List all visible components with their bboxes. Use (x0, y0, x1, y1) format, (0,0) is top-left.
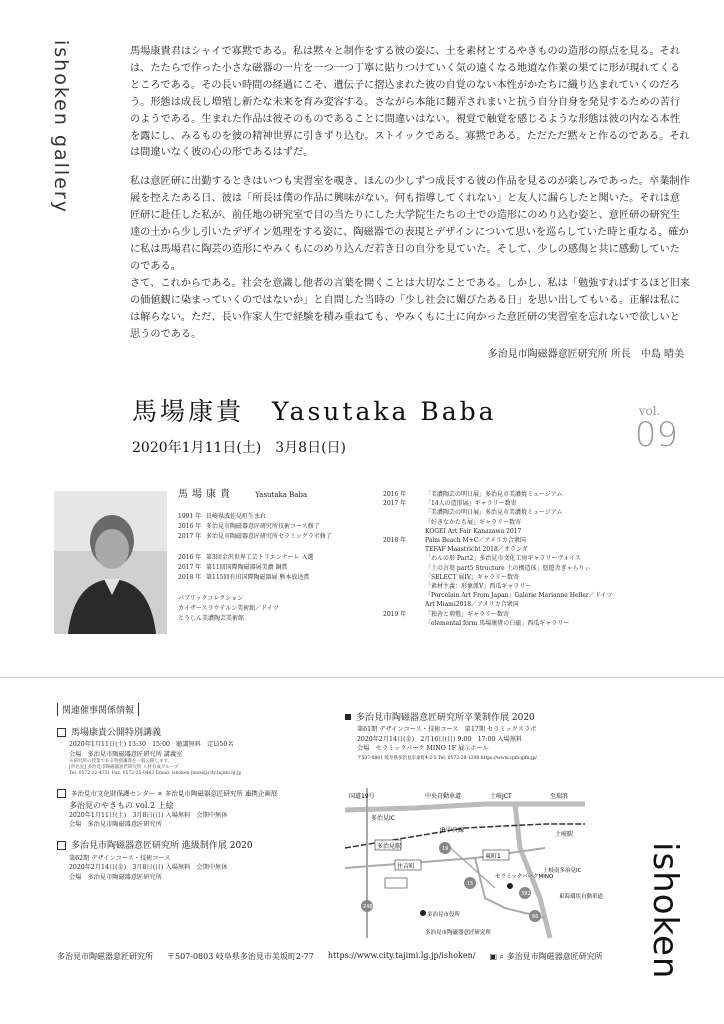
bio-year: 2017 年 (178, 564, 202, 571)
exhibit-row (383, 518, 683, 527)
footer-social (489, 951, 602, 962)
exhibit-year (383, 582, 425, 591)
event-progress-show (57, 841, 337, 882)
event-note: Tel. 0572-22-4731 Fax. 0572-25-0463 Email: ishoken-jinzai@city.tajimi.lg.jp (69, 771, 242, 777)
footer-org: 多治見市陶磁器意匠研究所 (57, 952, 153, 961)
venue-marker-icon (507, 883, 513, 889)
event-line: 2020年1月11日(土) 3月8日(日) 入場無料 会期中無休 (69, 811, 228, 819)
map-label: 国道19号 (349, 793, 375, 800)
checkbox-icon (57, 789, 66, 798)
collection-label: パブリックコレクション (178, 595, 244, 602)
event-title-text: 馬場康貴公開特別講義 (71, 728, 162, 738)
exhibit-text: 「美濃陶芸の明日展」多治見市美濃焼ミュージアム (425, 509, 563, 517)
event-title (57, 728, 337, 738)
volume-badge (634, 404, 678, 455)
exhibit-year (383, 591, 425, 600)
collection-item: とうしん美濃陶芸美術館 (178, 615, 245, 622)
exhibit-text: TEFAF Maastricht 2018／オランダ (425, 546, 528, 554)
exhibition-dates: 2020年1月11日(土) 3月8日(日) (132, 440, 347, 456)
facebook-icon: ▣ (489, 952, 497, 961)
exhibit-row (383, 573, 683, 582)
event-title (57, 841, 337, 851)
artist-title: 馬場康貴 Yasutaka Baba (132, 397, 497, 426)
exhibit-row (383, 490, 683, 499)
event-collab (57, 789, 337, 829)
map-label: 中央自動車道 (425, 793, 462, 800)
event-line: 2020年2月14日(金) 3月8日(日) 入場無料 会期中無休 (69, 864, 228, 872)
exhibit-row (383, 536, 683, 545)
exhibit-year (383, 518, 425, 527)
divider (0, 677, 724, 678)
exhibit-row (383, 499, 683, 508)
footer (57, 951, 697, 962)
exhibit-year (383, 600, 425, 609)
exhibit-row (383, 619, 683, 628)
side-label: ishoken gallery (50, 40, 72, 214)
essay-paragraph: 馬場康貴君はシャイで寡黙である。私は黙々と制作をする彼の姿に、土を素材とするやきものの造形の原点を見る。それは、たたらで作った小さな磁器の一片を一つ一つ丁寧に貼りつけていく気の遠くなる地道な作業の果てに形が現れてくるところである。その長い時間の経過にこそ、遺伝子に摺込まれた彼の自覚のない本性がかたちに織り込まれていくのだろう。形態は成長し増殖し新たな未来を育み変容する。さながら本能に翻弄されまいと抗う自分自身を発見するための苦行のようである。生まれた作品は彼そのものであることに間違いはない。視覚で触覚を感じるような形態は彼の内なる本性を露にし、みるものを彼の精神世界に引きずり込む。ストイックである。寡黙である。ただただ黙々と作るのである。それは間違いなく彼の心の形であるはずだ。 (130, 46, 690, 159)
event-note: [申込先] 多治見市陶磁器意匠研究所 人材育成グループ (69, 765, 179, 771)
bio-row (178, 573, 378, 583)
exhibit-year (383, 619, 425, 628)
exhibit-row (383, 564, 683, 573)
exhibit-text: 「素材主義：形象派V」西瓜ギャラリー (425, 583, 532, 591)
exhibition-history (383, 490, 683, 628)
bio-row (178, 563, 378, 573)
svg-text:19: 19 (442, 846, 449, 852)
bio-year: 2016 年 (178, 523, 202, 530)
map-label: 多治見IC (371, 815, 395, 822)
bio-history (178, 512, 378, 542)
bio-name-jp: 馬場康貴 (178, 489, 234, 500)
map-label: 土岐駅 (555, 831, 574, 838)
exhibit-year (383, 573, 425, 582)
exhibit-year: 2018 年 (383, 537, 407, 545)
exhibit-row (383, 554, 683, 563)
exhibit-text: 「Porcelain Art From Japan」Galerie Marianne Heller／ドイツ (425, 592, 613, 600)
essay-paragraph: 私は意匠研に出勤するときはいつも実習室を覗き、ほんの少しずつ成長する彼の作品を見るのが楽しみであった。卒業制作展を控えたある日、彼は「所長は僕の作品に興味がない。何も指導してくれない」と友人に漏らしたと聞いた。それは意匠研に赴任した私が、前任地の研究室で目の当たりにした大学院生たちの土での造形にのめり込む姿と、意匠研の研究生達の土から少し引いたデザイン処理をする姿に、陶磁器での表現とデザインについて思いを巡らしていた時と重なる。確かに私は馬場君に陶芸の造形にやみくもにのめり込んだ若き日の自分を見ていた。そして、少しの感傷と共に感動していたのである。 (130, 176, 690, 272)
footer-url[interactable]: https://www.city.tajimi.lg.jp/ishoken/ (327, 951, 476, 960)
event-line: 会場 多治見市陶磁器意匠研究所 (69, 873, 162, 881)
svg-text:392: 392 (521, 891, 531, 897)
event-line: 会場 多治見市陶磁器意匠研究所 講義室 (69, 750, 183, 758)
exhibit-text: 「美濃陶芸の明日展」多治見市美濃焼ミュージアム (425, 491, 563, 498)
exhibit-row (383, 527, 683, 536)
exhibit-text: 「elemental form 馬場康貴の白磁」西瓜ギャラリー (425, 619, 570, 627)
bio-text: 第11回国際陶磁器展美濃 銅賞 (206, 564, 288, 571)
essay (130, 44, 690, 355)
event-line: 会場 多治見市陶磁器意匠研究所 (69, 820, 162, 828)
exhibit-text: 「土の言葉 part5 Structure 土の構造体」悠遊舎ぎゃらりぃ (425, 564, 591, 572)
event-title-text: 多治見市陶磁器意匠研究所卒業制作展 2020 (356, 713, 535, 723)
bio-row (178, 522, 378, 532)
volume-label: vol. (638, 404, 661, 418)
related-events (57, 728, 337, 894)
bio-text: 第115回有田国際陶磁器展 熊本放送賞 (206, 574, 310, 581)
portrait-image (54, 491, 167, 634)
event-title (57, 789, 337, 799)
exhibit-row (383, 545, 683, 554)
bio-name-en: Yasutaka Baba (255, 491, 308, 499)
bio-year: 2016 年 (178, 554, 202, 561)
bio-row (178, 512, 378, 522)
exhibit-year: 2019 年 (383, 610, 407, 618)
volume-number: 09 (634, 415, 678, 455)
map-label: 至瑞浪 (550, 793, 569, 800)
map-label: 東海環状自動車道 (559, 894, 604, 900)
bio-awards (178, 553, 378, 583)
bio-row (178, 532, 378, 542)
exhibit-year (383, 545, 425, 554)
event-title-text: 多治見市文化財保護センター × 多治見市陶磁器意匠研究所 連携企画展 (71, 789, 278, 798)
exhibit-year: 2017 年 (383, 500, 407, 508)
bio-text: 第3回金沢世界工芸トリエンナーレ 入選 (206, 554, 314, 561)
map-label: 多治見駅 (377, 843, 402, 850)
exhibit-year (383, 527, 425, 536)
related-heading: 関連催事関係情報 (57, 703, 139, 716)
ishoken-logo: ishoken (645, 842, 685, 980)
exhibit-text: Art Miami2018／アメリカ合衆国 (425, 601, 519, 609)
map-label: 土岐JCT (490, 793, 512, 800)
exhibit-row (383, 600, 683, 609)
event-subtitle: 多治見のやきもの vol.2 上絵 (69, 801, 174, 811)
checkbox-icon (57, 728, 66, 737)
checkbox-icon (57, 841, 66, 850)
event-lecture (57, 728, 337, 777)
signature: 多治見市陶磁器意匠研究所 所長 中島 晴美 (487, 349, 684, 360)
artist-photo (54, 491, 167, 634)
exhibit-year (383, 564, 425, 573)
exhibit-row (383, 582, 683, 591)
exhibit-year: 2016 年 (383, 491, 407, 498)
bio-name (178, 490, 378, 500)
bio-row (178, 553, 378, 563)
event-line: 会場 セラミックパーク MINO 1F 展示ホール (357, 745, 489, 753)
artist-bio (178, 490, 378, 635)
bio-year: 2018 年 (178, 574, 202, 581)
map-label: 多治見市陶磁器意匠研究所 (425, 930, 492, 936)
event-line: 第61期 デザインコース・技術コース 第17期 セラミックスラボ (357, 726, 537, 734)
ishoken-marker-icon (420, 910, 426, 916)
event-note: 〒507-0801 岐阜県多治見市東町4-2-5 Tel. 0572-28-1200 https://www.cpm-gifu.jp/ (357, 755, 537, 761)
search-icon: ⌕ (499, 952, 505, 961)
exhibit-row (383, 508, 683, 517)
event-line: 2020年2月14日(金) 2月16日(日) 9:00 17:00 入場無料 (357, 735, 523, 743)
bio-year: 2017 年 (178, 533, 202, 540)
exhibit-text: 「14人の造形展」ギャラリー数寄 (425, 500, 517, 508)
svg-text:66: 66 (532, 914, 539, 920)
bio-collections (178, 594, 378, 624)
bio-text: 長崎県波佐見町生まれ (206, 513, 267, 520)
exhibit-year (383, 508, 425, 517)
map-label: 住吉町 (397, 863, 416, 870)
footer-social-text: 多治見市陶磁器意匠研究所 (506, 952, 603, 961)
map-label: JR中央線 (440, 827, 464, 834)
graduation-show (345, 714, 675, 763)
footer-address: 〒507-0803 岐阜県多治見市美坂町2-77 (167, 952, 314, 961)
square-bullet-icon (345, 714, 351, 720)
event-title (345, 714, 675, 723)
access-map (345, 788, 604, 938)
bio-text: 多治見市陶磁器意匠研究所技術コース修了 (206, 523, 320, 530)
essay-paragraph: さて、これからである。社会を意識し他者の言葉を開くことは大切なことである。しかし、私は「勉強すればするほど旧来の価値観に染まっていくのではないか」と自問した当時の「少し社会に媚びたある日」を思い出してもいる。正解は私には解らない。ただ、長い作家人生で経験を積み重ねても、やみくもに土に向かった意匠研の実習室を忘れないで欲しいと思うのである。 (130, 277, 691, 340)
exhibit-text: Palm Beach M+C／アメリカ合衆国 (425, 537, 526, 545)
collection-item: カイザースラウテルン美術館／ドイツ (178, 605, 279, 612)
event-title-text: 多治見市陶磁器意匠研究所 進級制作展 2020 (71, 841, 253, 852)
exhibit-text: 「好きなかたち展」ギャラリー数寄 (425, 518, 522, 526)
exhibit-text: 「SELECT 展IV」ギャラリー数寄 (425, 573, 520, 581)
exhibit-text: 「わんの形 Part2」多治見市文化工房ギャラリーヴォイス (425, 555, 582, 563)
svg-text:248: 248 (363, 904, 373, 910)
event-line: 2020年1月11日(土) 13:30 15:00 聴講無料 定員50名 (69, 741, 234, 749)
map-label: 土岐南多治見IC (543, 868, 582, 874)
exhibit-text: 「独善と増殖」ギャラリー数寄 (425, 610, 510, 618)
exhibit-row (383, 591, 683, 600)
exhibit-text: KOGEI Art Fair Kanazawa 2017 (425, 527, 522, 535)
exhibit-row (383, 610, 683, 619)
exhibit-year (383, 554, 425, 563)
map-label: 東町1 (485, 853, 501, 860)
bio-text: 多治見市陶磁器意匠研究所セラミックラボ修了 (206, 533, 332, 540)
map-label: 多治見市役所 (427, 912, 461, 918)
bio-year: 1991 年 (178, 513, 202, 520)
map-label: セラミックパークMINO (495, 874, 554, 880)
event-subtitle: 第62期 デザインコース・技術コース (69, 854, 171, 862)
event-note: ※研究所の授業である特別講義を一般公開します。 (69, 759, 173, 765)
svg-text:15: 15 (467, 881, 474, 887)
